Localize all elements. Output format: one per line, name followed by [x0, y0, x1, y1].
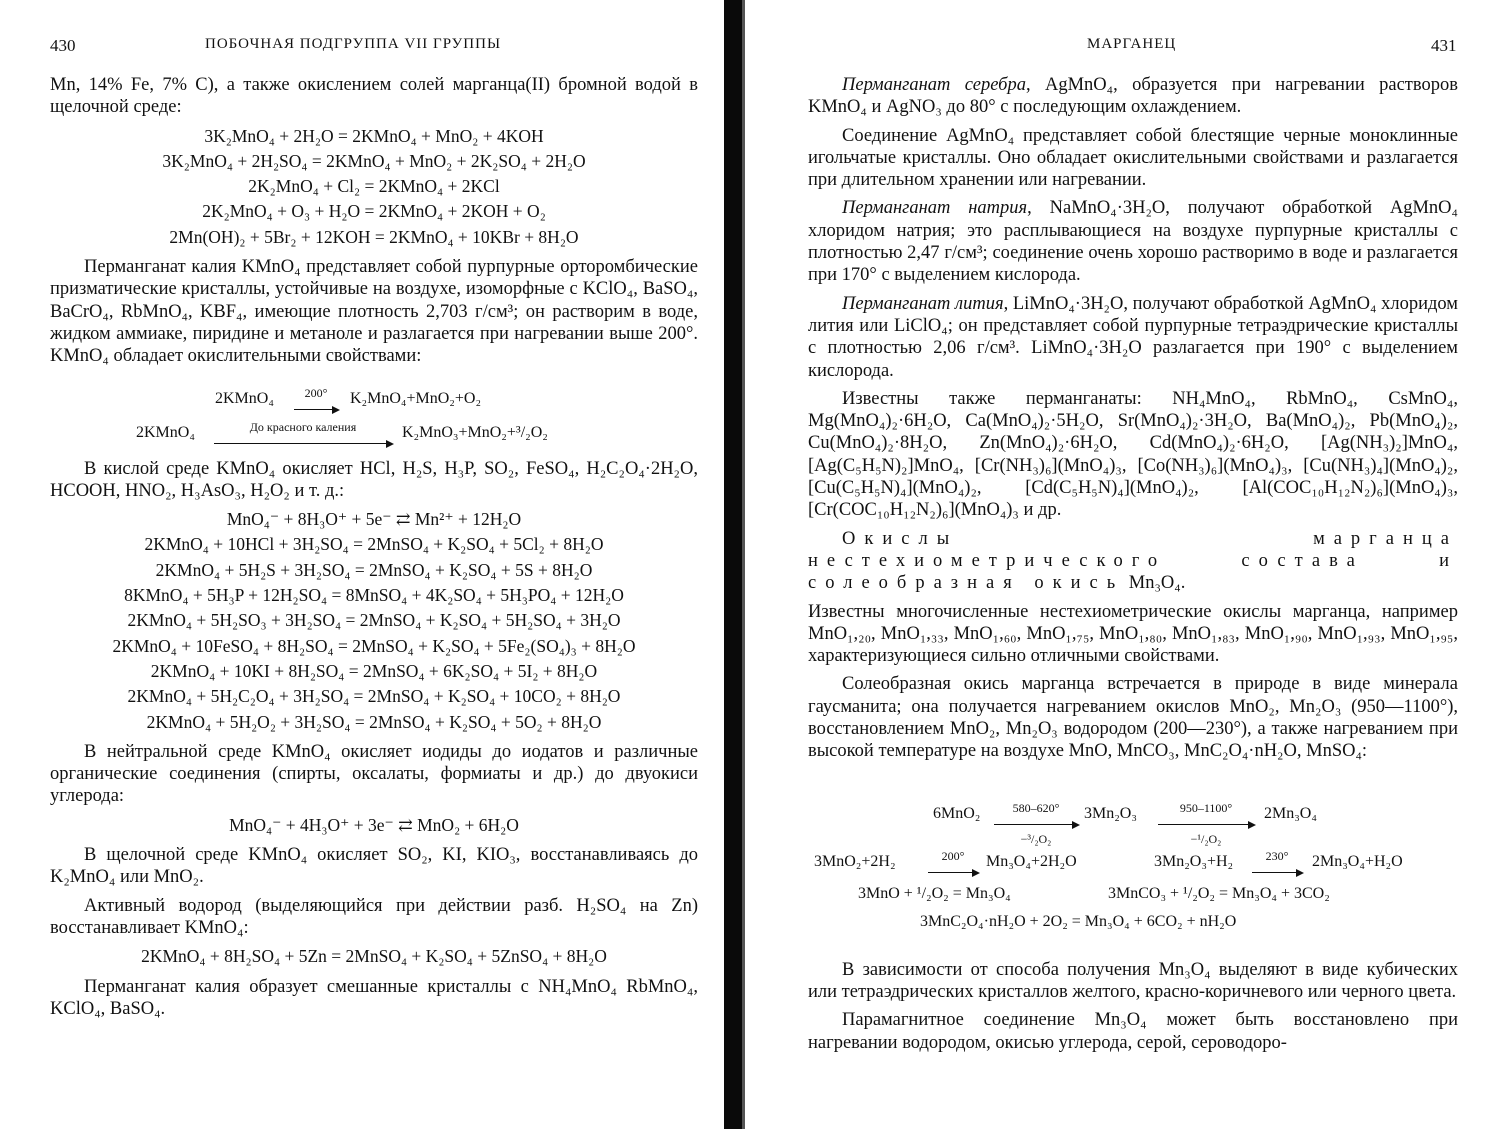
product: K₂MnO₃+MnO₂+³/₂O₂	[402, 423, 548, 441]
book-spine	[724, 0, 742, 1129]
equation: 2KMnO₄ + 8H₂SO₄ + 5Zn = 2MnSO₄ + K₂SO₄ + 5ZnSO₄ + 8H₂O	[141, 946, 607, 967]
paragraph: Парамагнитное соединение Mn₃O₄ может быть восстановлено при нагревании водородом, окисью углерода, серой, сероводоро-	[808, 1010, 1458, 1053]
equation: 8KMnO₄ + 5H₃P + 12H₂SO₄ = 8MnSO₄ + 4K₂SO₄ + 5H₃PO₄ + 12H₂O	[124, 585, 624, 606]
arrow-condition: 950–1100°	[1179, 800, 1233, 815]
arrow-condition: 200°	[941, 848, 965, 863]
equation-block	[50, 125, 698, 248]
product: 3Mn₂O₃	[1084, 804, 1137, 822]
paragraph: В кислой среде KMnO₄ окисляет HCl, H₂S, H₃P, SO₂, FeSO₄, H₂C₂O₄·2H₂O, HCOOH, HNO₂, H₃AsO₃, H₂O₂ и т. д.:	[50, 458, 698, 501]
paragraph-text: , AgMnO₄, образуется при нагревании растворов KMnO₄ и AgNO₃ до 80° с последующим охлаждением.	[808, 75, 1458, 118]
section-heading	[808, 528, 1458, 595]
arrow-condition: −³/₂O₂	[1020, 831, 1052, 846]
reaction-arrow	[1154, 800, 1258, 846]
paragraph: Перманганат калия KMnO₄ представляет собой пурпурные орторомбические призматические кристаллы, устойчивые на воздухе, изоморфные с KClO₄, BaSO₄, BaCrO₄, RbMnO₄, KBF₄, имеющие плотность 2,703 г/см³; он растворим в воде, жидком аммиаке, пиридине и метаноле и разлагается при нагревании выше 200°. KMnO₄ обладает окислительными свойствами:	[50, 257, 698, 367]
equation-block	[50, 508, 698, 733]
equation: 3K₂MnO₄ + 2H₂SO₄ = 2KMnO₄ + MnO₂ + 2K₂SO₄ + 2H₂O	[162, 150, 586, 171]
equation: MnO₄⁻ + 8H₃O⁺ + 5e⁻ ⇄ Mn²⁺ + 12H₂O	[226, 509, 522, 530]
paragraph	[808, 197, 1458, 286]
equation: 2KMnO₄ + 10HCl + 3H₂SO₄ = 2MnSO₄ + K₂SO₄ + 5Cl₂ + 8H₂O	[144, 534, 604, 555]
arrow-condition: До красного каления	[249, 419, 357, 434]
term: Перманганат серебра	[842, 75, 1026, 95]
equation: 2K₂MnO₄ + O₃ + H₂O = 2KMnO₄ + 2KOH + O₂	[202, 201, 546, 222]
paragraph: Mn, 14% Fe, 7% C), а также окислением солей марганца(II) бромной водой в щелочной среде:	[50, 75, 698, 118]
right-page	[745, 0, 1506, 1129]
paragraph: В щелочной среде KMnO₄ окисляет SO₂, KI, KIO₃, восстанавливаясь до K₂MnO₄ или MnO₂.	[50, 845, 698, 888]
equation: 2KMnO₄ + 5H₂C₂O₄ + 3H₂SO₄ = 2MnSO₄ + K₂SO₄ + 10CO₂ + 8H₂O	[127, 686, 621, 707]
paragraph	[808, 293, 1458, 382]
spaced-heading: Окислы марганца нестехиометрического состава и солеобразная окись	[808, 528, 1458, 594]
reaction-arrow	[924, 848, 982, 883]
paragraph: Известны также перманганаты: NH₄MnO₄, RbMnO₄, CsMnO₄, Mg(MnO₄)₂·6H₂O, Ca(MnO₄)₂·5H₂O, Sr(MnO₄)₂·3H₂O, Ba(MnO₄)₂, Pb(MnO₄)₂, Cu(MnO₄)₂·8H₂O, Zn(MnO₄)₂·6H₂O, Cd(MnO₄)₂·6H₂O, [Ag(NH₃)₂]MnO₄, [Ag(C₅H₅N)₂]MnO₄, [Cr(NH₃)₆](MnO₄)₃, [Co(NH₃)₆](MnO₄)₃, [Cu(NH₃)₄](MnO₄)₂, [Cu(C₅H₅N)₄](MnO₄)₂, [Cd(C₅H₅N)₄](MnO₄)₂, [Al(COC₁₀H₁₂N₂)₆](MnO₄)₃, [Cr(COC₁₀H₁₂N₂)₆](MnO₄)₃ и др.	[808, 388, 1458, 521]
paragraph: В нейтральной среде KMnO₄ окисляет иодиды до иодатов и различные органические соединения (спирты, оксалаты, формиаты и др.) до двуокиси углерода:	[50, 741, 698, 807]
paragraph	[808, 74, 1458, 119]
reactant: 3MnO₂+2H₂	[814, 852, 896, 870]
running-header: ПОБОЧНАЯ ПОДГРУППА VII ГРУППЫ	[205, 36, 502, 52]
paragraph: Соединение AgMnO₄ представляет собой блестящие черные моноклинные игольчатые кристаллы. Оно обладает окислительными свойствами и разлагается при длительном хранении или нагревании.	[808, 125, 1458, 191]
equation: MnO₄⁻ + 4H₃O⁺ + 3e⁻ ⇄ MnO₂ + 6H₂O	[229, 814, 519, 835]
term: Перманганат лития	[842, 293, 1004, 314]
paragraph: Активный водород (выделяющийся при действии разб. H₂SO₄ на Zn) восстанавливает KMnO₄:	[50, 895, 698, 938]
equation: 2KMnO₄ + 10FeSO₄ + 8H₂SO₄ = 2MnSO₄ + K₂SO₄ + 5Fe₂(SO₄)₃ + 8H₂O	[112, 635, 636, 656]
paragraph: Солеобразная окись марганца встречается в природе в виде минерала гаусманита; она получается нагреванием окислов MnO₂, Mn₂O₃ (950—1100°), восстановлением MnO₂, Mn₂O₃ водородом (200—230°), а также нагреванием при высокой температуре на воздухе MnO, MnCO₃, MnC₂O₄·nH₂O, MnSO₄:	[808, 674, 1458, 762]
product: Mn₃O₄+2H₂O	[986, 852, 1077, 870]
reactant: 2KMnO₄	[136, 423, 195, 441]
text-column	[808, 74, 1458, 1060]
reactant: 2KMnO₄	[215, 389, 274, 407]
arrow-condition: −¹/₂O₂	[1190, 831, 1222, 846]
arrow-condition: 230°	[1265, 848, 1289, 863]
running-header: МАРГАНЕЦ	[1087, 36, 1177, 52]
equation: 3MnC₂O₄·nH₂O + 2O₂ = Mn₃O₄ + 6CO₂ + nH₂O	[920, 912, 1237, 930]
equation: 2KMnO₄ + 5H₂S + 3H₂SO₄ = 2MnSO₄ + K₂SO₄ + 5S + 8H₂O	[155, 559, 593, 580]
reaction-arrow	[990, 800, 1082, 846]
product: 2Mn₃O₄	[1264, 804, 1317, 822]
equation: 3MnO + ¹/₂O₂ = Mn₃O₄	[858, 884, 1011, 902]
term: Перманганат натрия	[842, 198, 1028, 219]
equation: 2Mn(OH)₂ + 5Br₂ + 12KOH = 2KMnO₄ + 10KBr + 8H₂O	[169, 226, 579, 247]
equation: 3K₂MnO₄ + 2H₂O = 2KMnO₄ + MnO₂ + 4KOH	[204, 125, 544, 146]
heading-formula: Mn₃O₄.	[1128, 573, 1186, 594]
product: K₂MnO₄+MnO₂+O₂	[350, 389, 482, 407]
reaction-scheme	[808, 771, 1458, 949]
equation: 2KMnO₄ + 5H₂O₂ + 3H₂SO₄ = 2MnSO₄ + K₂SO₄ + 5O₂ + 8H₂O	[146, 711, 602, 732]
paragraph-text: , NaMnO₄·3H₂O, получают обработкой AgMnO₄ хлоридом натрия; это расплывающиеся на воздухе пурпурные кристаллы с плотностью 2,47 г/см³; соединение очень хорошо растворимо в воде и разлагается при 170° с выделением кислорода.	[808, 198, 1458, 286]
page-number: 431	[1431, 36, 1457, 55]
reaction-line	[50, 380, 698, 414]
text-column	[50, 74, 698, 1026]
reaction-line	[50, 414, 698, 448]
reaction-arrow	[210, 419, 396, 454]
paragraph: В зависимости от способа получения Mn₃O₄ выделяют в виде кубических или тетраэдрических кристаллов желтого, красно-коричневого или черного цвета.	[808, 959, 1458, 1002]
left-page	[0, 0, 722, 1129]
paragraph: Перманганат калия образует смешанные кристаллы с NH₄MnO₄ RbMnO₄, KClO₄, BaSO₄.	[50, 976, 698, 1019]
arrow-condition: 580–620°	[1012, 800, 1060, 815]
page-number: 430	[50, 36, 76, 55]
product: 2Mn₃O₄+H₂O	[1312, 852, 1403, 870]
equation: 2KMnO₄ + 10KI + 8H₂SO₄ = 2MnSO₄ + 6K₂SO₄ + 5I₂ + 8H₂O	[150, 660, 598, 681]
reaction-arrow	[1248, 848, 1306, 883]
reactant: 6MnO₂	[933, 804, 981, 822]
paragraph-text: , LiMnO₄·3H₂O, получают обработкой AgMnO₄ хлоридом лития или LiClO₄; он представляет собой пурпурные тетраэдрические кристаллы с плотностью 2,06 г/см³. LiMnO₄·3H₂O разлагается при 190° с выделением кислорода.	[808, 293, 1458, 381]
paragraph: Известны многочисленные нестехиометрические окислы марганца, например MnO₁,₂₀, MnO₁,₃₃, MnO₁,₆₀, MnO₁,₇₅, MnO₁,₈₀, MnO₁,₈₃, MnO₁,₉₀, MnO₁,₉₃, MnO₁,₉₅, характеризующиеся сильно отличными свойствами.	[808, 601, 1458, 667]
equation: 2KMnO₄ + 5H₂SO₃ + 3H₂SO₄ = 2MnSO₄ + K₂SO₄ + 5H₂SO₄ + 3H₂O	[127, 610, 621, 631]
equation: 3MnCO₃ + ¹/₂O₂ = Mn₃O₄ + 3CO₂	[1108, 884, 1330, 902]
reactant: 3Mn₂O₃+H₂	[1154, 852, 1234, 870]
equation: 2K₂MnO₄ + Cl₂ = 2KMnO₄ + 2KCl	[248, 176, 500, 197]
arrow-condition: 200°	[304, 385, 328, 400]
